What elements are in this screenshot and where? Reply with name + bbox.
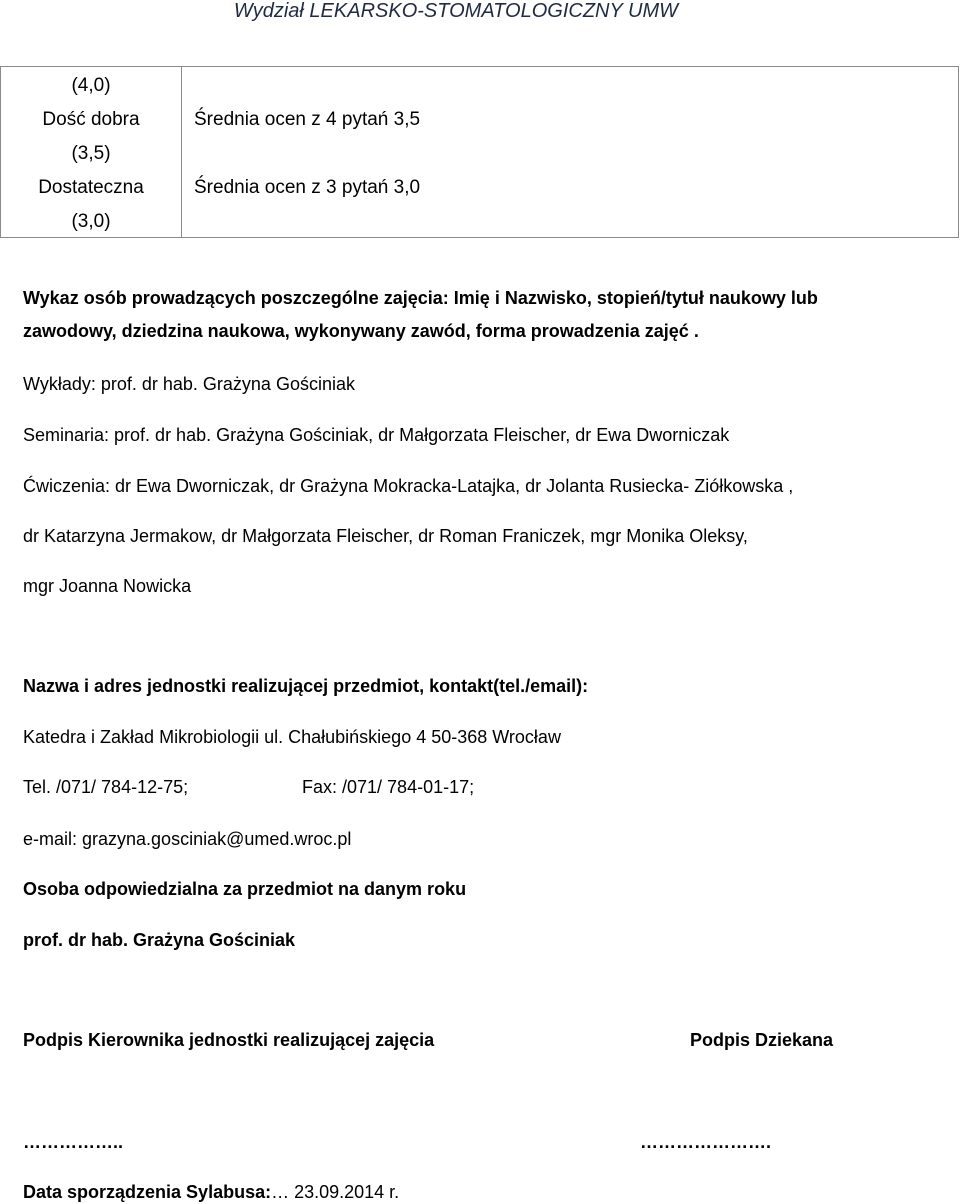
grade-line: Dość dobra [42, 109, 140, 130]
grade-line: (3,0) [71, 211, 111, 232]
unit-heading: Nazwa i adres jednostki realizującej przedmiot, kontakt(tel./email): [23, 676, 589, 696]
criteria-line: Średnia ocen z 4 pytań 3,5 [194, 109, 421, 130]
syllabus-date-label: Data sporządzenia Sylabusa: [23, 1182, 272, 1202]
unit-email: e-mail: grazyna.gosciniak@umed.wroc.pl [23, 829, 352, 849]
criteria-line [194, 69, 958, 103]
seminars-line: Seminaria: prof. dr hab. Grażyna Gościniak, dr Małgorzata Fleischer, dr Ewa Dworniczak [23, 425, 730, 445]
criteria-line: Średnia ocen z 3 pytań 3,0 [194, 177, 421, 198]
criteria-line [194, 205, 958, 239]
criteria-line [194, 137, 958, 171]
grades-table [0, 66, 959, 238]
unit-head-signature-line: …………….. [23, 1132, 124, 1152]
staff-heading-line-1: Wykaz osób prowadzących poszczególne zajęcia: Imię i Nazwisko, stopień/tytuł naukowy lub [23, 288, 818, 308]
dean-signature-line: …………………. [640, 1132, 772, 1152]
lectures-line: Wykłady: prof. dr hab. Grażyna Gościniak [23, 374, 355, 394]
grade-line: Dostateczna [38, 177, 144, 198]
syllabus-date [23, 1182, 399, 1203]
dean-signature-label: Podpis Dziekana [690, 1030, 834, 1050]
staff-heading-line-2: zawodowy, dziedzina naukowa, wykonywany zawód, forma prowadzenia zajęć . [23, 321, 699, 341]
faculty-header: Wydział LEKARSKO-STOMATOLOGICZNY UMW [233, 0, 678, 22]
unit-tel: Tel. /071/ 784-12-75; [23, 777, 189, 797]
unit-fax: Fax: /071/ 784-01-17; [302, 777, 475, 797]
unit-head-signature-label: Podpis Kierownika jednostki realizującej zajęcia [23, 1030, 435, 1050]
grades-table-criteria-column [182, 67, 958, 237]
responsible-name: prof. dr hab. Grażyna Gościniak [23, 930, 296, 950]
grade-line: (3,5) [71, 143, 111, 164]
grades-table-grade-column [1, 67, 182, 237]
responsible-heading: Osoba odpowiedzialna za przedmiot na danym roku [23, 879, 467, 899]
exercises-line-1: Ćwiczenia: dr Ewa Dworniczak, dr Grażyna Mokracka-Latajka, dr Jolanta Rusiecka- Ziółkowska , [23, 476, 794, 496]
exercises-line-3: mgr Joanna Nowicka [23, 576, 192, 596]
exercises-line-2: dr Katarzyna Jermakow, dr Małgorzata Fleischer, dr Roman Franiczek, mgr Monika Oleksy, [23, 526, 748, 546]
unit-address: Katedra i Zakład Mikrobiologii ul. Chałubińskiego 4 50-368 Wrocław [23, 727, 561, 747]
grade-line: (4,0) [71, 75, 111, 96]
syllabus-date-value: … 23.09.2014 r. [271, 1182, 400, 1202]
